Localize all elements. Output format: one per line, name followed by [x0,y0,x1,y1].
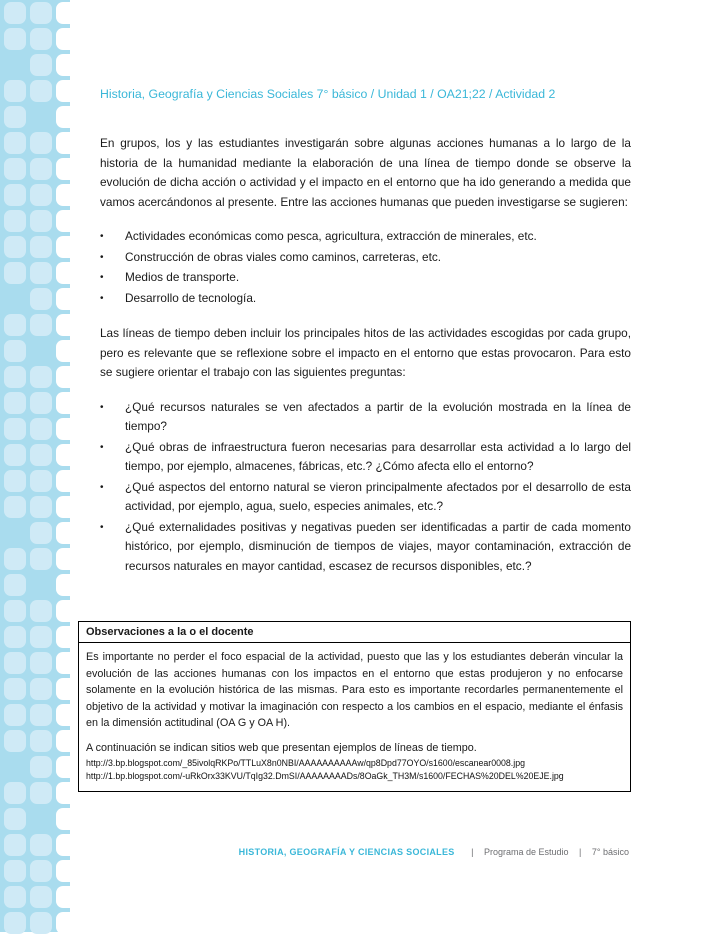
bullet-icon: • [100,401,104,413]
strip-square [4,730,26,752]
strip-square [4,912,26,934]
strip-square [30,496,52,518]
strip-square [4,574,26,596]
strip-square [30,704,52,726]
strip-square [4,418,26,440]
list-item [100,289,631,309]
observations-web-intro: A continuación se indican sitios web que presentan ejemplos de líneas de tiempo. [86,741,477,754]
bullet-icon: • [100,231,104,242]
strip-square [4,2,26,24]
list-item [100,518,631,577]
strip-square [56,652,78,674]
strip-square [56,444,78,466]
strip-square [56,106,78,128]
strip-square [4,470,26,492]
strip-square [56,236,78,258]
list-item-text: Medios de transporte. [125,270,240,284]
footer-program: Programa de Estudio [483,847,569,857]
footer-separator: | [471,847,474,857]
strip-square [56,470,78,492]
strip-square [56,912,78,934]
strip-square [30,236,52,258]
strip-square [4,158,26,180]
strip-square [56,626,78,648]
list-item [100,248,631,268]
strip-square [56,184,78,206]
strip-square [30,132,52,154]
teacher-observations-box [78,621,631,792]
strip-square [30,262,52,284]
footer-separator: | [579,847,582,857]
strip-square [4,860,26,882]
strip-square [30,418,52,440]
strip-square [4,834,26,856]
strip-square [56,158,78,180]
strip-square [4,704,26,726]
strip-square [56,834,78,856]
decorative-border [0,0,70,932]
strip-square [56,860,78,882]
strip-square [56,730,78,752]
strip-square [56,574,78,596]
footer-subject: HISTORIA, GEOGRAFÍA Y CIENCIAS SOCIALES [238,847,455,857]
strip-square [30,834,52,856]
strip-square [56,28,78,50]
strip-square [4,782,26,804]
page-footer [239,846,629,858]
strip-square [56,704,78,726]
strip-square [56,886,78,908]
strip-square [4,28,26,50]
strip-square [56,756,78,778]
questions-list [100,398,631,577]
strip-square [56,522,78,544]
strip-square [30,782,52,804]
strip-square [30,444,52,466]
bullet-icon: • [100,251,104,263]
list-item-text: Construcción de obras viales como caminos, carreteras, etc. [125,249,442,264]
example-url: http://3.bp.blogspot.com/_85ivolqRKPo/TTLuX8n0NBI/AAAAAAAAAAw/qp8Dpd77OYO/s1600/escanear0008.jpg [86,757,525,768]
strip-square [30,80,52,102]
strip-square [56,678,78,700]
strip-square [4,106,26,128]
strip-square [56,80,78,102]
strip-square [4,80,26,102]
strip-square [30,366,52,388]
strip-square [4,600,26,622]
list-item [100,398,631,437]
strip-square [30,184,52,206]
strip-square [30,314,52,336]
strip-square [56,262,78,284]
strip-square [4,132,26,154]
strip-square [30,886,52,908]
strip-square [4,444,26,466]
strip-square [56,418,78,440]
list-item-text: Desarrollo de tecnología. [125,290,257,305]
strip-square [30,210,52,232]
footer-grade: 7° básico [591,847,629,857]
observations-body [79,643,630,791]
bullet-icon: • [100,272,104,283]
strip-square [56,366,78,388]
strip-square [30,548,52,570]
strip-square [4,184,26,206]
strip-square [30,470,52,492]
list-item-text: ¿Qué recursos naturales se ven afectados a partir de la evolución mostrada en la línea de tiempo? [125,399,631,433]
strip-square [30,600,52,622]
strip-square [56,210,78,232]
strip-square [30,522,52,544]
bullet-icon: • [100,292,104,304]
strip-square [56,288,78,310]
breadcrumb: Historia, Geografía y Ciencias Sociales 7° básico / Unidad 1 / OA21;22 / Actividad 2 [100,87,556,101]
strip-square [56,548,78,570]
strip-square [30,860,52,882]
middle-paragraph: Las líneas de tiempo deben incluir los principales hitos de las actividades escogidas por cada grupo, pero es relevante que se reflexione sobre el impacto en el entorno que estas provocaron. Para esto se sugiere orientar el trabajo con las siguientes preguntas: [100,326,631,379]
strip-square [4,340,26,362]
strip-square [4,314,26,336]
strip-square [30,756,52,778]
strip-square [56,782,78,804]
list-item-text: ¿Qué externalidades positivas y negativas pueden ser identificadas a partir de cada momento histórico, por ejemplo, disminución de tiempos de viajes, mayor contaminación, extracción de recursos naturales en mayor cantidad, escasez de recursos disponibles, etc.? [125,519,631,573]
bullet-icon: • [100,481,104,493]
strip-square [4,652,26,674]
strip-square [30,392,52,414]
strip-square [4,548,26,570]
strip-square [56,496,78,518]
list-item [100,227,631,247]
strip-square [4,210,26,232]
strip-square [56,808,78,830]
bullet-icon: • [100,521,104,533]
strip-square [4,626,26,648]
strip-square [4,236,26,258]
list-item [100,438,631,477]
strip-square [56,54,78,76]
strip-square [30,158,52,180]
strip-square [30,2,52,24]
strip-square [30,730,52,752]
strip-square [4,366,26,388]
strip-square [56,132,78,154]
strip-square [30,678,52,700]
observations-text: Es importante no perder el foco espacial de la actividad, puesto que las y los estudiantes deberán vincular la evolución de las acciones humanas con los impactos en el entorno que estas produjeron y no enfocarse solamente en la evolución histórica de las mismas. Para esto es importante recordarles permanentemente el objetivo de la actividad y motivar la imaginación con respecto a los cambios en el espacio, mediante el énfasis en la dimensión actitudinal (OA G y OA H). [86,651,623,729]
strip-square [4,886,26,908]
strip-square [4,262,26,284]
strip-square [30,54,52,76]
observations-title: Observaciones a la o el docente [79,622,630,643]
strip-square [30,288,52,310]
strip-square [56,392,78,414]
strip-square [4,808,26,830]
list-item-text: ¿Qué obras de infraestructura fueron necesarias para desarrollar esta actividad a lo largo del tiempo, por ejemplo, almacenes, fábricas, etc.? ¿Cómo afecta ello el entorno? [125,439,631,473]
strip-square [4,496,26,518]
strip-square [30,28,52,50]
strip-square [4,678,26,700]
strip-square [56,340,78,362]
strip-square [4,392,26,414]
strip-square [30,912,52,934]
intro-paragraph: En grupos, los y las estudiantes investigarán sobre algunas acciones humanas a lo largo de la historia de la humanidad mediante la elaboración de una línea de tiempo donde se observe la evolución de dicha acción o actividad y el impacto en el entorno que ha ido generando a medida que vamos acercándonos al presente. Entre las acciones humanas que pueden investigarse se sugieren: [100,136,631,209]
strip-square [30,626,52,648]
strip-square [56,2,78,24]
bullet-icon: • [100,441,104,453]
strip-square [56,600,78,622]
strip-square [56,314,78,336]
suggestions-list [100,227,631,308]
list-item-text: Actividades económicas como pesca, agricultura, extracción de minerales, etc. [125,229,537,243]
document-body [100,134,631,592]
example-url: http://1.bp.blogspot.com/-uRkOrx33KVU/TqIg32.DmSI/AAAAAAAADs/8OaGk_TH3M/s1600/FECHAS%20DEL%20EJE.jpg [86,770,564,781]
list-item [100,478,631,517]
strip-square [30,652,52,674]
list-item-text: ¿Qué aspectos del entorno natural se vieron principalmente afectados por el desarrollo de esta actividad, por ejemplo, agua, suelo, especies animales, etc.? [125,479,631,513]
list-item [100,268,631,288]
